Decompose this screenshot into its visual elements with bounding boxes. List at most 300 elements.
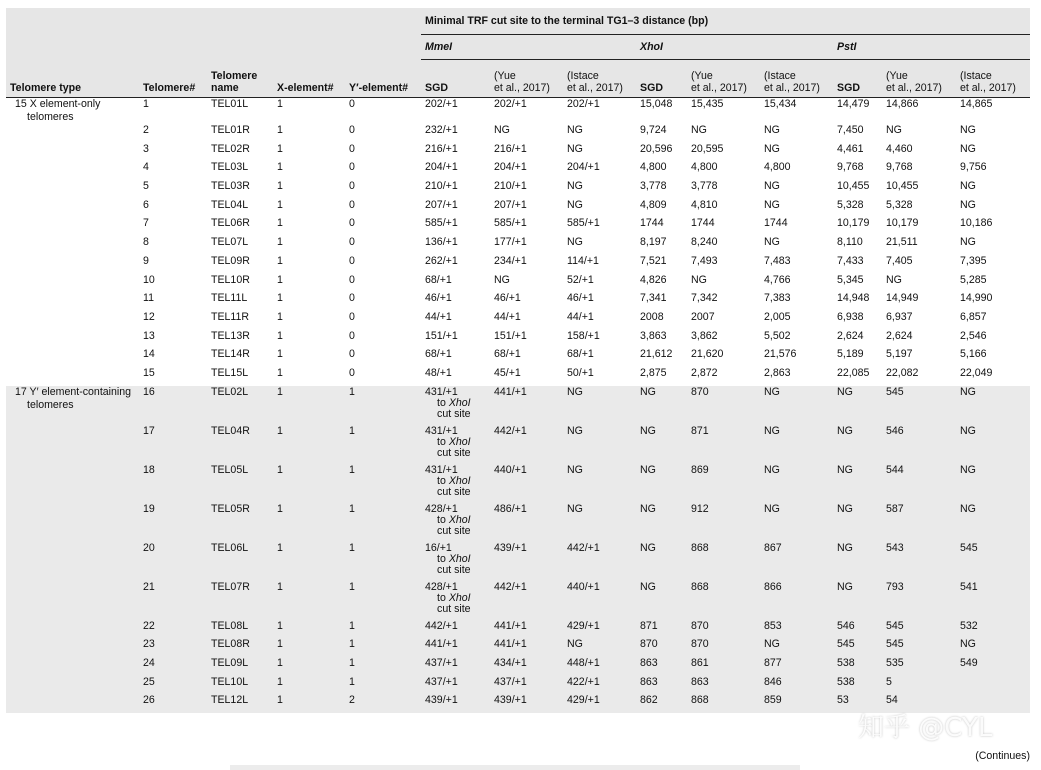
distance-value: 50/+1 bbox=[567, 366, 594, 379]
distance-value: 14,948 bbox=[837, 292, 870, 305]
group-label-cell bbox=[6, 236, 139, 255]
y-element-count: 1 bbox=[349, 463, 355, 476]
distance-value: 10,455 bbox=[837, 180, 870, 193]
distance-value: 442/+1 bbox=[494, 580, 527, 593]
distance-value: 869 bbox=[691, 463, 709, 476]
continues-label: (Continues) bbox=[975, 750, 1030, 762]
distance-value: 8,110 bbox=[837, 236, 863, 249]
distance-value: 4,460 bbox=[886, 142, 913, 155]
x-element-count: 1 bbox=[277, 161, 283, 174]
distance-value: 21,511 bbox=[886, 236, 918, 249]
distance-value: 4,800 bbox=[764, 161, 791, 174]
distance-value: 441/+1 bbox=[494, 619, 527, 632]
distance-value: 44/+1 bbox=[494, 310, 521, 323]
col-xhoi-sgd: SGD bbox=[636, 60, 687, 98]
telomere-table bbox=[6, 8, 1030, 713]
distance-value: NG bbox=[837, 580, 853, 593]
distance-value: 151/+1 bbox=[494, 329, 527, 342]
group-label-cell bbox=[6, 657, 139, 676]
distance-value: 912 bbox=[691, 502, 709, 515]
table-row bbox=[6, 464, 1030, 503]
x-element-count: 1 bbox=[277, 329, 283, 342]
telomere-name: TEL06R bbox=[211, 217, 250, 230]
telomere-name: TEL08L bbox=[211, 619, 249, 632]
table-row bbox=[6, 217, 1030, 236]
distance-value: 8,197 bbox=[640, 236, 667, 249]
note-to: to bbox=[437, 513, 446, 526]
telomere-number: 5 bbox=[143, 180, 149, 193]
distance-value: NG bbox=[960, 142, 976, 155]
y-element-count: 2 bbox=[349, 694, 355, 707]
distance-value: NG bbox=[764, 463, 780, 476]
telomere-number: 8 bbox=[143, 236, 149, 249]
distance-value: 545 bbox=[837, 638, 855, 651]
table-row bbox=[6, 161, 1030, 180]
telomere-number: 1 bbox=[143, 98, 149, 110]
distance-value: 441/+1 bbox=[425, 638, 458, 651]
col-psti-istace bbox=[956, 60, 1030, 98]
distance-value: 44/+1 bbox=[425, 310, 452, 323]
table-row bbox=[6, 676, 1030, 695]
col-xhoi-istace bbox=[760, 60, 833, 98]
distance-value: 5 bbox=[886, 675, 892, 688]
x-element-count: 1 bbox=[277, 675, 283, 688]
table-header bbox=[6, 8, 1030, 98]
note-enzyme: XhoI bbox=[448, 396, 471, 409]
col-istace-l2: et al., 2017) bbox=[960, 82, 1016, 94]
distance-value: 2,875 bbox=[640, 366, 667, 379]
telomere-number: 6 bbox=[143, 198, 149, 211]
distance-value: 15,435 bbox=[691, 98, 724, 110]
telomere-number: 12 bbox=[143, 310, 155, 323]
col-istace-l2: et al., 2017) bbox=[764, 82, 820, 94]
x-element-count: 1 bbox=[277, 180, 283, 193]
col-istace-l1: (Istace bbox=[764, 70, 796, 82]
distance-value: 207/+1 bbox=[494, 198, 527, 211]
col-psti-sgd: SGD bbox=[833, 60, 882, 98]
distance-value: 4,809 bbox=[640, 198, 667, 211]
distance-value: 54 bbox=[886, 694, 898, 707]
distance-value: NG bbox=[640, 502, 656, 515]
distance-value: 538 bbox=[837, 657, 855, 669]
telomere-name: TEL05L bbox=[211, 463, 249, 476]
distance-value: NG bbox=[494, 124, 510, 136]
distance-value: 7,383 bbox=[764, 292, 791, 305]
distance-value: 14,865 bbox=[960, 98, 993, 110]
telomere-name: TEL05R bbox=[211, 502, 250, 515]
distance-value: 532 bbox=[960, 619, 978, 632]
distance-value: 439/+1 bbox=[494, 694, 527, 707]
distance-value: NG bbox=[960, 385, 976, 398]
group-label-cell bbox=[6, 161, 139, 180]
telomere-number: 19 bbox=[143, 502, 155, 515]
y-element-count: 0 bbox=[349, 98, 355, 110]
distance-value: 21,612 bbox=[640, 348, 673, 361]
note-cut-site: cut site bbox=[437, 603, 471, 616]
telomere-number: 23 bbox=[143, 638, 155, 651]
y-element-count: 1 bbox=[349, 502, 355, 515]
distance-value: 202/+1 bbox=[494, 98, 527, 110]
col-telomere-type: Telomere type bbox=[6, 60, 139, 98]
distance-value: 68/+1 bbox=[567, 348, 594, 361]
telomere-name: TEL13R bbox=[211, 329, 250, 342]
distance-value: 48/+1 bbox=[425, 366, 452, 379]
x-element-count: 1 bbox=[277, 273, 283, 286]
telomere-name: TEL11L bbox=[211, 292, 248, 305]
distance-value: 68/+1 bbox=[425, 348, 452, 361]
distance-value: 870 bbox=[691, 638, 709, 651]
x-element-count: 1 bbox=[277, 463, 283, 476]
distance-value bbox=[421, 503, 490, 542]
distance-value: 207/+1 bbox=[425, 198, 458, 211]
distance-value: 546 bbox=[837, 619, 855, 632]
distance-value: 5,328 bbox=[837, 198, 864, 211]
col-telomere-name-l2: name bbox=[211, 82, 239, 94]
distance-value: 535 bbox=[886, 657, 904, 669]
distance-value: 9,768 bbox=[837, 161, 864, 174]
distance-value bbox=[421, 581, 490, 620]
distance-value: 1744 bbox=[640, 217, 664, 230]
col-xhoi-yue bbox=[687, 60, 760, 98]
distance-value: 20,596 bbox=[640, 142, 673, 155]
distance-value: 46/+1 bbox=[494, 292, 521, 305]
telomere-number: 26 bbox=[143, 694, 155, 707]
distance-value: NG bbox=[640, 424, 656, 437]
distance-value: 204/+1 bbox=[567, 161, 600, 174]
y-element-count: 0 bbox=[349, 366, 355, 379]
distance-value: 6,857 bbox=[960, 310, 987, 323]
telomere-name: TEL09L bbox=[211, 657, 249, 669]
distance-value: 2008 bbox=[640, 310, 664, 323]
group-label-cell bbox=[6, 348, 139, 367]
header-blank-2 bbox=[6, 35, 421, 60]
distance-value: 8,240 bbox=[691, 236, 718, 249]
distance-value: 21,620 bbox=[691, 348, 724, 361]
distance-value: 870 bbox=[691, 619, 709, 632]
distance-value: NG bbox=[764, 502, 780, 515]
distance-value: 22,082 bbox=[886, 366, 919, 379]
distance-value: 7,483 bbox=[764, 254, 791, 267]
table-row bbox=[6, 503, 1030, 542]
x-element-count: 1 bbox=[277, 580, 283, 593]
telomere-number: 9 bbox=[143, 254, 149, 267]
distance-value: 22,049 bbox=[960, 366, 993, 379]
group-label-cell bbox=[6, 694, 139, 713]
distance-value: NG bbox=[691, 124, 707, 136]
distance-value: 234/+1 bbox=[494, 254, 527, 267]
distance-value: 7,405 bbox=[886, 254, 913, 267]
table-row bbox=[6, 292, 1030, 311]
col-yue-l1: (Yue bbox=[691, 70, 713, 82]
distance-value: 545 bbox=[886, 385, 904, 398]
telomere-name: TEL01L bbox=[211, 98, 249, 110]
x-element-count: 1 bbox=[277, 254, 283, 267]
distance-value bbox=[421, 386, 490, 425]
distance-value: 210/+1 bbox=[494, 180, 527, 193]
distance-value: 7,433 bbox=[837, 254, 864, 267]
distance-value: 877 bbox=[764, 657, 782, 669]
distance-value: 538 bbox=[837, 675, 855, 688]
distance-value: NG bbox=[640, 463, 656, 476]
distance-value: 2,624 bbox=[886, 329, 913, 342]
distance-value: 7,521 bbox=[640, 254, 667, 267]
distance-value: 793 bbox=[886, 580, 904, 593]
distance-value: 543 bbox=[886, 541, 904, 554]
distance-value: 5,502 bbox=[764, 329, 791, 342]
distance-value: 14,949 bbox=[886, 292, 919, 305]
distance-value: 10,455 bbox=[886, 180, 919, 193]
x-element-count: 1 bbox=[277, 124, 283, 136]
distance-value: 14,479 bbox=[837, 98, 870, 110]
telomere-number: 20 bbox=[143, 541, 155, 554]
table-row bbox=[6, 542, 1030, 581]
distance-value: 541 bbox=[960, 580, 978, 593]
distance-value-main: 431/+1 bbox=[425, 463, 458, 476]
table-row bbox=[6, 386, 1030, 425]
col-yue-l2: et al., 2017) bbox=[494, 82, 550, 94]
distance-value: 5,285 bbox=[960, 273, 987, 286]
distance-value: NG bbox=[640, 580, 656, 593]
x-element-count: 1 bbox=[277, 502, 283, 515]
distance-value: 216/+1 bbox=[494, 142, 527, 155]
group-label-cell bbox=[6, 542, 139, 581]
distance-value: 846 bbox=[764, 675, 782, 688]
distance-value: NG bbox=[960, 180, 976, 193]
distance-value: 10,186 bbox=[960, 217, 993, 230]
distance-value: 861 bbox=[691, 657, 709, 669]
x-element-count: 1 bbox=[277, 694, 283, 707]
distance-value: 5,328 bbox=[886, 198, 913, 211]
group-label-cell bbox=[6, 199, 139, 218]
distance-value: 3,863 bbox=[640, 329, 667, 342]
distance-value: 45/+1 bbox=[494, 366, 521, 379]
distance-value: 114/+1 bbox=[567, 254, 599, 267]
distance-value: 2,863 bbox=[764, 366, 791, 379]
x-element-count: 1 bbox=[277, 310, 283, 323]
distance-value: 442/+1 bbox=[494, 424, 527, 437]
table-row bbox=[6, 311, 1030, 330]
table-row bbox=[6, 236, 1030, 255]
distance-value: 867 bbox=[764, 541, 782, 554]
watermark: 知乎 @CYL bbox=[858, 713, 993, 743]
note-to: to bbox=[437, 396, 446, 409]
col-x-element: X-element# bbox=[273, 60, 345, 98]
distance-value: 1744 bbox=[691, 217, 715, 230]
header-enzyme-xhoi: XhoI bbox=[636, 35, 833, 60]
distance-value: 9,756 bbox=[960, 161, 987, 174]
note-cut-site: cut site bbox=[437, 486, 471, 499]
group-label-cell bbox=[6, 503, 139, 542]
distance-value: NG bbox=[567, 236, 583, 249]
table-row bbox=[6, 657, 1030, 676]
group-label-cell bbox=[6, 292, 139, 311]
distance-value: 870 bbox=[691, 385, 709, 398]
telomere-number: 17 bbox=[143, 424, 155, 437]
distance-value: 429/+1 bbox=[567, 619, 600, 632]
distance-value bbox=[956, 676, 1030, 695]
col-mmei-istace bbox=[563, 60, 636, 98]
distance-value: NG bbox=[764, 424, 780, 437]
telomere-name: TEL02L bbox=[211, 385, 249, 398]
y-element-count: 0 bbox=[349, 124, 355, 136]
x-element-count: 1 bbox=[277, 98, 283, 110]
x-element-count: 1 bbox=[277, 142, 283, 155]
distance-value: 863 bbox=[691, 675, 709, 688]
distance-value: 437/+1 bbox=[425, 675, 458, 688]
group-label-cell bbox=[6, 330, 139, 349]
y-element-count: 0 bbox=[349, 198, 355, 211]
note-cut-site: cut site bbox=[437, 525, 471, 538]
distance-value: 4,766 bbox=[764, 273, 791, 286]
distance-value: 68/+1 bbox=[494, 348, 521, 361]
telomere-number: 3 bbox=[143, 142, 149, 155]
note-to: to bbox=[437, 552, 446, 565]
telomere-number: 2 bbox=[143, 124, 149, 136]
telomere-name: TEL07L bbox=[211, 236, 249, 249]
telomere-number: 15 bbox=[143, 366, 155, 379]
y-element-count: 0 bbox=[349, 254, 355, 267]
note-cut-site: cut site bbox=[437, 564, 471, 577]
distance-value: 202/+1 bbox=[567, 98, 600, 110]
telomere-name: TEL07R bbox=[211, 580, 250, 593]
note-to: to bbox=[437, 435, 446, 448]
distance-value-main: 428/+1 bbox=[425, 580, 458, 593]
distance-value: 439/+1 bbox=[494, 541, 527, 554]
distance-value: 10,179 bbox=[837, 217, 870, 230]
x-element-count: 1 bbox=[277, 366, 283, 379]
distance-value: NG bbox=[837, 502, 853, 515]
distance-value: 868 bbox=[691, 541, 709, 554]
distance-value: NG bbox=[960, 638, 976, 651]
header-main bbox=[421, 8, 1030, 35]
distance-value: 3,778 bbox=[640, 180, 667, 193]
distance-value bbox=[421, 542, 490, 581]
distance-value: 4,800 bbox=[691, 161, 718, 174]
y-element-count: 1 bbox=[349, 424, 355, 437]
distance-value: 4,810 bbox=[691, 198, 718, 211]
distance-value: NG bbox=[886, 273, 902, 286]
distance-value: 442/+1 bbox=[567, 541, 600, 554]
distance-value: 136/+1 bbox=[425, 236, 458, 249]
distance-value: 434/+1 bbox=[494, 657, 527, 669]
distance-value: 545 bbox=[886, 638, 904, 651]
telomere-name: TEL12L bbox=[211, 694, 249, 707]
distance-value: 202/+1 bbox=[425, 98, 458, 110]
distance-value: 2007 bbox=[691, 310, 715, 323]
col-telomere-num: Telomere# bbox=[139, 60, 207, 98]
x-element-count: 1 bbox=[277, 619, 283, 632]
col-mmei-sgd: SGD bbox=[421, 60, 490, 98]
telomere-number: 22 bbox=[143, 619, 155, 632]
telomere-number: 13 bbox=[143, 329, 155, 342]
y-element-count: 0 bbox=[349, 348, 355, 361]
note-enzyme: XhoI bbox=[448, 513, 471, 526]
distance-value: NG bbox=[960, 424, 976, 437]
distance-value-main: 431/+1 bbox=[425, 424, 458, 437]
telomere-name: TEL10L bbox=[211, 675, 249, 688]
telomere-name: TEL14R bbox=[211, 348, 250, 361]
distance-value: NG bbox=[960, 502, 976, 515]
distance-value: 2,546 bbox=[960, 329, 987, 342]
distance-value: 549 bbox=[960, 657, 978, 669]
distance-value: 22,085 bbox=[837, 366, 870, 379]
group-label-cell bbox=[6, 676, 139, 695]
distance-value: 15,048 bbox=[640, 98, 673, 110]
group-label-cell bbox=[6, 581, 139, 620]
distance-value: 20,595 bbox=[691, 142, 724, 155]
distance-value: 546 bbox=[886, 424, 904, 437]
distance-value: NG bbox=[886, 124, 902, 136]
distance-value: 853 bbox=[764, 619, 782, 632]
distance-value: 15,434 bbox=[764, 98, 797, 110]
distance-value: 46/+1 bbox=[425, 292, 452, 305]
y-element-count: 0 bbox=[349, 142, 355, 155]
distance-value: 429/+1 bbox=[567, 694, 600, 707]
y-element-count: 1 bbox=[349, 385, 355, 398]
distance-value: NG bbox=[764, 385, 780, 398]
distance-value: NG bbox=[960, 124, 976, 136]
distance-value: 6,937 bbox=[886, 310, 913, 323]
distance-value: 9,768 bbox=[886, 161, 913, 174]
distance-value: NG bbox=[764, 124, 780, 136]
table-wrapper bbox=[6, 8, 1030, 713]
telomere-name: TEL08R bbox=[211, 638, 250, 651]
distance-value: 544 bbox=[886, 463, 904, 476]
x-element-count: 1 bbox=[277, 385, 283, 398]
x-element-count: 1 bbox=[277, 348, 283, 361]
distance-value: NG bbox=[567, 463, 583, 476]
distance-value: 868 bbox=[691, 694, 709, 707]
telomere-name: TEL02R bbox=[211, 142, 250, 155]
distance-value: 9,724 bbox=[640, 124, 667, 136]
distance-value: NG bbox=[764, 142, 780, 155]
distance-value: 871 bbox=[691, 424, 709, 437]
telomere-name: TEL15L bbox=[211, 366, 249, 379]
telomere-name: TEL03L bbox=[211, 161, 249, 174]
y-element-count: 1 bbox=[349, 657, 355, 669]
telomere-name: TEL04L bbox=[211, 198, 249, 211]
note-cut-site: cut site bbox=[437, 447, 471, 460]
distance-value: 4,800 bbox=[640, 161, 667, 174]
distance-value: 863 bbox=[640, 675, 658, 688]
telomere-number: 7 bbox=[143, 217, 149, 230]
distance-value: NG bbox=[640, 385, 656, 398]
col-telomere-name bbox=[207, 60, 273, 98]
distance-value bbox=[421, 464, 490, 503]
group-label-line1: 17 Y′ element-containing bbox=[15, 385, 132, 398]
distance-value: 2,624 bbox=[837, 329, 864, 342]
table-row bbox=[6, 330, 1030, 349]
group-label-cell bbox=[6, 311, 139, 330]
telomere-number: 11 bbox=[143, 292, 154, 305]
distance-value: 232/+1 bbox=[425, 124, 458, 136]
table-row bbox=[6, 274, 1030, 293]
distance-value: NG bbox=[691, 273, 707, 286]
distance-value: 2,872 bbox=[691, 366, 718, 379]
telomere-name: TEL10R bbox=[211, 273, 250, 286]
x-element-count: 1 bbox=[277, 236, 283, 249]
table-row bbox=[6, 180, 1030, 199]
note-enzyme: XhoI bbox=[448, 474, 471, 487]
distance-value: 46/+1 bbox=[567, 292, 594, 305]
table-row bbox=[6, 620, 1030, 639]
header-blank bbox=[6, 8, 421, 35]
group-x-only bbox=[6, 98, 1030, 386]
distance-value: NG bbox=[960, 463, 976, 476]
distance-value: 68/+1 bbox=[425, 273, 452, 286]
distance-value: 158/+1 bbox=[567, 329, 600, 342]
table-row bbox=[6, 199, 1030, 218]
